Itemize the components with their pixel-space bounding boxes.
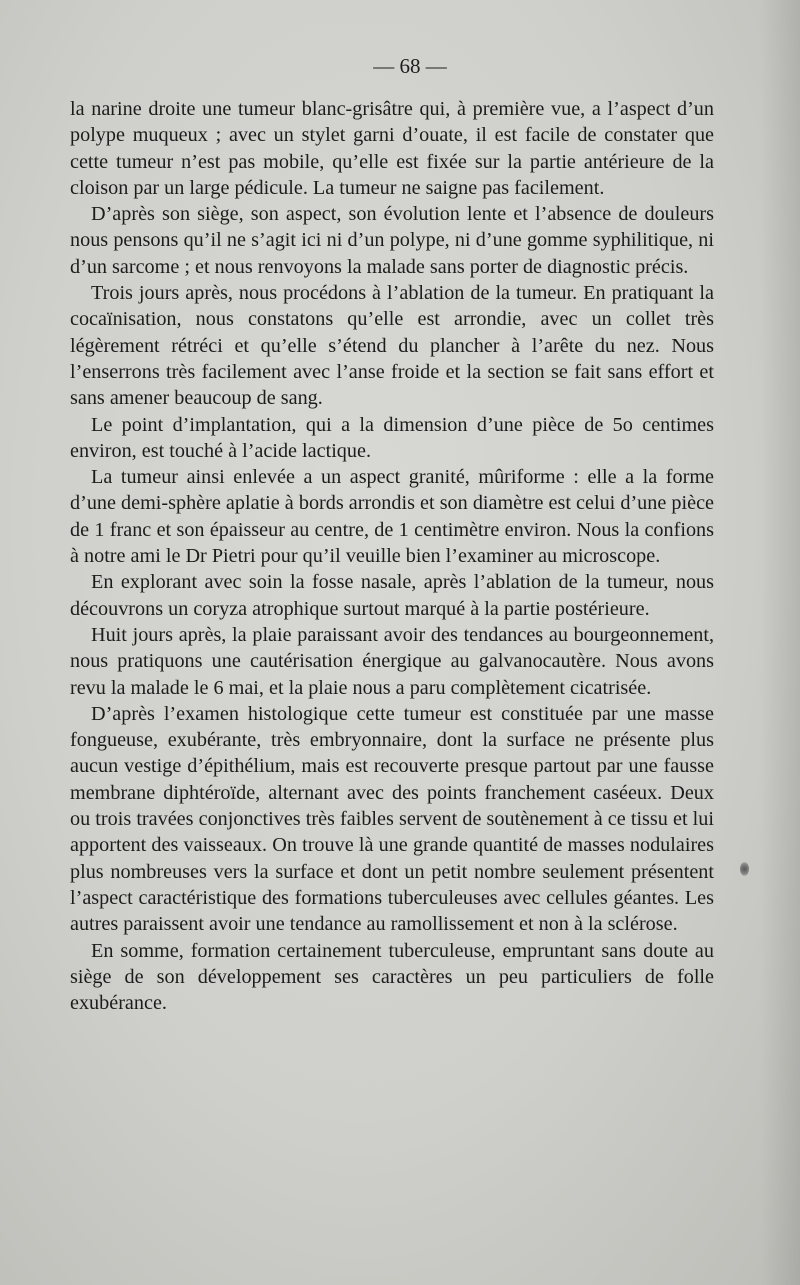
page-number: — 68 —	[373, 54, 447, 78]
ink-spot	[740, 862, 749, 876]
paragraph-9: En somme, formation certainement tuberculeuse, empruntant sans doute au siège de son développement ses caractères un peu particuliers de folle exubérance.	[70, 939, 714, 1015]
page-edge-shadow	[760, 0, 800, 1285]
body-text	[70, 96, 714, 1016]
paragraph-8: D’après l’examen histologique cette tumeur est constituée par une masse fongueuse, exubérante, très embryonnaire, dont la surface ne présente plus aucun vestige d’épithélium, mais est recouverte presque partout par une fausse membrane diphtéroïde, alternant avec des points franchement caséeux. Deux ou trois travées conjonctives très faibles servent de soutènement à ce tissu et lui apportent des vaisseaux. On trouve là une grande quantité de masses nodulaires plus nombreuses vers la surface et dont un petit nombre seulement présentent l’aspect caractéristique des formations tuberculeuses avec cellules géantes. Les autres paraissent avoir une tendance au ramollissement et non à la sclérose.	[70, 702, 714, 936]
paragraph-2: D’après son siège, son aspect, son évolution lente et l’absence de douleurs nous pensons qu’il ne s’agit ici ni d’un polype, ni d’une gomme syphilitique, ni d’un sarcome ; et nous renvoyons la malade sans porter de diagnostic précis.	[70, 203, 714, 278]
paragraph-5: La tumeur ainsi enlevée a un aspect granité, mûriforme : elle a la forme d’une demi-sphère aplatie à bords arrondis et son diamètre est celui d’une pièce de 1 franc et son épaisseur au centre, de 1 centimètre environ. Nous la confions à notre ami le Dr Pietri pour qu’il veuille bien l’examiner au microscope.	[70, 466, 714, 568]
paragraph-6: En explorant avec soin la fosse nasale, après l’ablation de la tumeur, nous découvrons un coryza atrophique surtout marqué à la partie postérieure.	[70, 571, 714, 620]
paragraph-1: la narine droite une tumeur blanc-grisâtre qui, à première vue, a l’aspect d’un polype muqueux ; avec un stylet garni d’ouate, il est facile de constater que cette tumeur n’est pas mobile, qu’elle est fixée sur la partie antérieure de la cloison par un large pédicule. La tumeur ne saigne pas facilement.	[70, 98, 714, 199]
paragraph-4: Le point d’implantation, qui a la dimension d’une pièce de 5o centimes environ, est touché à l’acide lactique.	[70, 413, 714, 462]
paragraph-3: Trois jours après, nous procédons à l’ablation de la tumeur. En pratiquant la cocaïnisation, nous constatons qu’elle est arrondie, avec un collet très légèrement rétréci et qu’elle s’étend du plancher à l’arête du nez. Nous l’enserrons très facilement avec l’anse froide et la section se fait sans effort et sans amener beaucoup de sang.	[70, 282, 714, 410]
paragraph-7: Huit jours après, la plaie paraissant avoir des tendances au bourgeonnement, nous pratiquons une cautérisation énergique au galvanocautère. Nous avons revu la malade le 6 mai, et la plaie nous a paru complètement cicatrisée.	[70, 623, 714, 699]
